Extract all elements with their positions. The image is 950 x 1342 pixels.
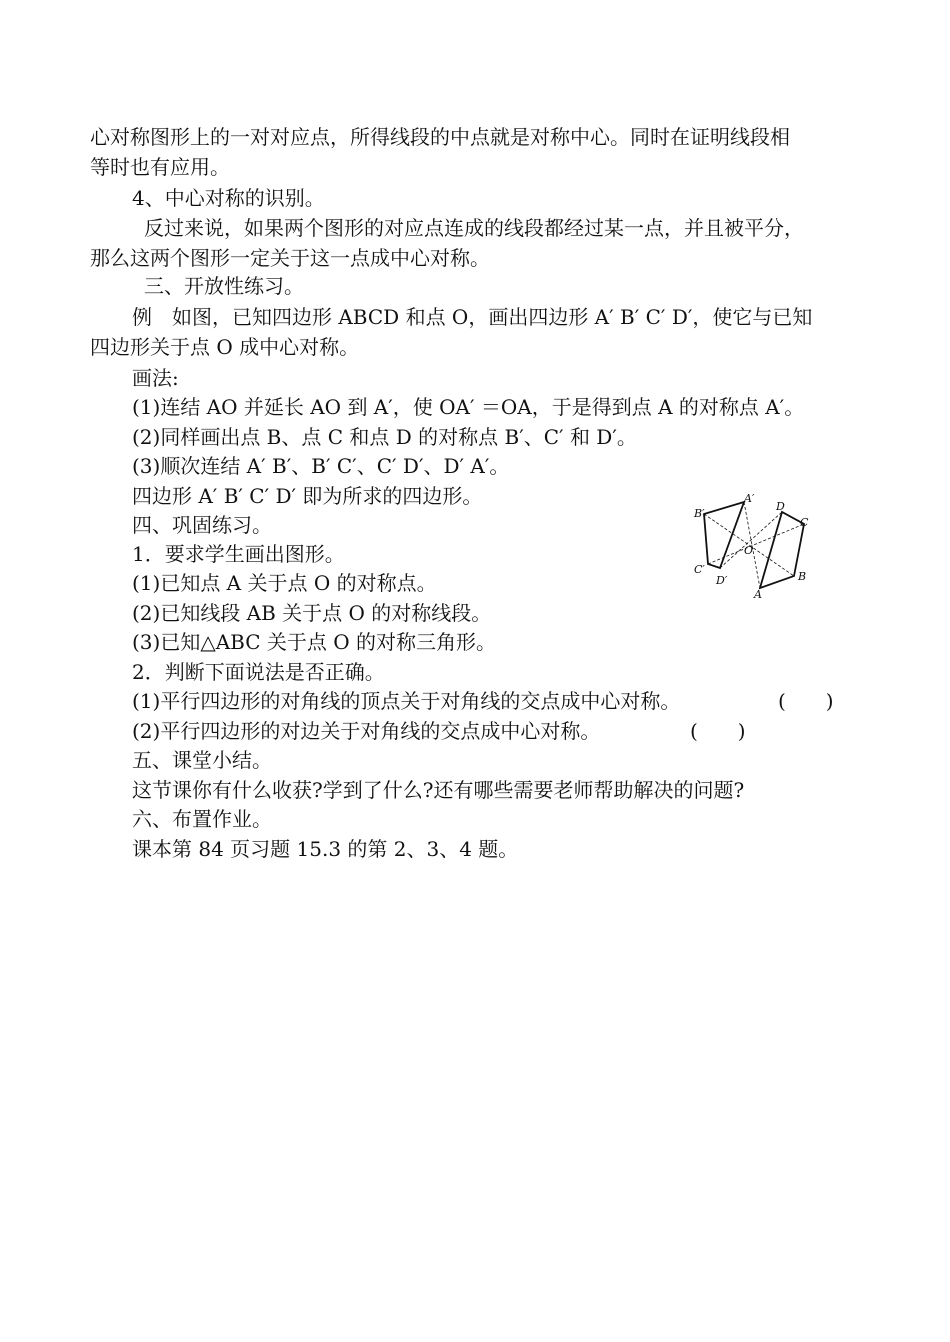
section-heading: 六、布置作业。: [132, 807, 272, 831]
judge-item: (1)平行四边形的对角线的顶点关于对角线的交点成中心对称。: [132, 689, 681, 713]
judge-item: (2)平行四边形的对边关于对角线的交点成中心对称。: [132, 719, 601, 743]
text-line: 4、中心对称的识别。: [132, 186, 325, 210]
label-c-prime: C′: [694, 563, 705, 576]
label-a-prime: A′: [744, 492, 755, 505]
label-d-prime: D′: [716, 574, 728, 587]
label-o: O: [744, 544, 754, 557]
section-heading: 五、课堂小结。: [132, 748, 272, 772]
label-c: C: [800, 516, 809, 529]
answer-bracket: ( ): [690, 719, 746, 743]
example-text: 四边形关于点 O 成中心对称。: [90, 335, 360, 359]
exercise-item: (1)已知点 A 关于点 O 的对称点。: [132, 571, 437, 595]
exercise-item: (2)已知线段 AB 关于点 O 的对称线段。: [132, 601, 492, 625]
step-item: (1)连结 AO 并延长 AO 到 A′，使 OA′ ＝OA，于是得到点 A 的对称点 A′。: [132, 395, 805, 419]
section-heading: 三、开放性练习。: [144, 274, 304, 298]
text-line: 课本第 84 页习题 15.3 的第 2、3、4 题。: [132, 837, 519, 861]
exercise-item: 1．要求学生画出图形。: [132, 542, 345, 566]
text-line: 心对称图形上的一对对应点，所得线段的中点就是对称中心。同时在证明线段相: [90, 125, 790, 149]
quadrilateral-prime: [704, 502, 744, 568]
exercise-item: 2．判断下面说法是否正确。: [132, 660, 385, 684]
section-heading: 四、巩固练习。: [132, 513, 272, 537]
step-item: (2)同样画出点 B、点 C 和点 D 的对称点 B′、C′ 和 D′。: [132, 425, 637, 449]
text-line: 那么这两个图形一定关于这一点成中心对称。: [90, 246, 490, 270]
text-line: 反过来说，如果两个图形的对应点连成的线段都经过某一点，并且被平分，: [144, 216, 804, 240]
text-line: 这节课你有什么收获?学到了什么?还有哪些需要老师帮助解决的问题?: [132, 778, 745, 802]
example-text: 例 如图，已知四边形 ABCD 和点 O，画出四边形 A′ B′ C′ D′，使它与已知: [132, 305, 813, 329]
text-line: 四边形 A′ B′ C′ D′ 即为所求的四边形。: [132, 484, 483, 508]
segment-cc: [708, 524, 804, 564]
text-line: 等时也有应用。: [90, 155, 230, 179]
step-item: (3)顺次连结 A′ B′、B′ C′、C′ D′、D′ A′。: [132, 454, 510, 478]
central-symmetry-figure: [686, 492, 816, 602]
label-d: D: [776, 500, 785, 513]
quadrilateral-diagram: [686, 492, 816, 602]
label-b: B: [798, 570, 807, 583]
answer-bracket: ( ): [778, 689, 834, 713]
label-a: A: [754, 588, 762, 601]
exercise-item: (3)已知△ABC 关于点 O 的对称三角形。: [132, 630, 496, 654]
label-b-prime: B′: [694, 507, 705, 520]
method-heading: 画法:: [132, 366, 179, 390]
